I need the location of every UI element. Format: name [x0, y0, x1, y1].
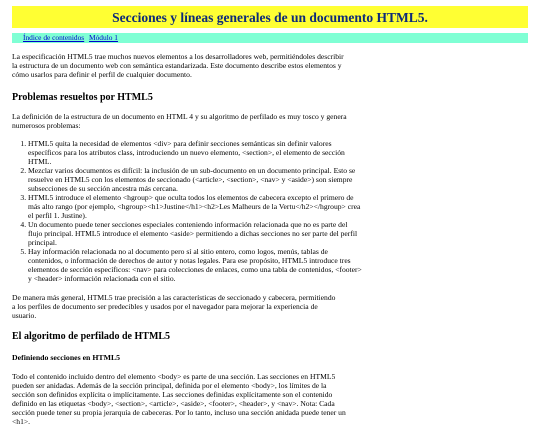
list-item: 3. HTML5 introduce el elemento <hgroup> que oculta todos los elementos de cabecera excepto el primero de más alto rango (por ejemplo, <hgroup><h1>Justine</h1><h2>Les Malheurs de la Vertu</h2></hgroup> crea el perfil 1. Justine). — [28, 193, 362, 220]
nav-link-module-1[interactable]: Módulo 1 — [89, 33, 118, 42]
problems-intro-paragraph: La definición de la estructura de un documento en HTML 4 y su algoritmo de perfilado es muy tosco y genera numerosos problemas: — [12, 112, 347, 130]
title-bar — [12, 6, 528, 28]
algorithm-heading: El algoritmo de perfilado de HTML5 — [12, 331, 171, 342]
intro-paragraph: La especificación HTML5 trae muchos nuevos elementos a los desarrolladores web, permitiéndoles describir la estructura de un documento web con semántica estandarizada. Este documento describe estos elementos y cómo usarlos para definir el perfil de cualquier documento. — [12, 52, 344, 79]
nav-link-index[interactable]: Índice de contenidos — [23, 33, 85, 42]
main-content — [12, 52, 528, 426]
defining-sections-heading: Definiendo secciones en HTML5 — [12, 353, 121, 362]
algorithm-paragraph: Todo el contenido incluido dentro del elemento <body> es parte de una sección. Las secciones en HTML5 pueden ser anidadas. Además de la sección principal, definida por el elemento <body>, los límites de la sección son definidos explícita o implícitamente. Las secciones definidas explícitamente son el contenido definido en las etiquetas <body>, <section>, <article>, <aside>, <footer>, <header>, y <nav>. Nota: Cada sección puede tener su propia jerarquía de cabeceras. Por lo tanto, incluso una sección anidada puede tener un <h1>. — [12, 372, 346, 426]
list-item: 4. Un documento puede tener secciones especiales conteniendo información relacionada que no es parte del flujo principal. HTML5 introduce el elemento <aside> permitiendo a dichas secciones no ser parte del perfil principal. — [28, 220, 362, 247]
problems-heading: Problemas resueltos por HTML5 — [12, 92, 153, 103]
list-item: 2. Mezclar varios documentos es difícil: la inclusión de un sub-documento en un documento principal. Esto se resuelve en HTML5 con los elementos de seccionado (<article>, <section>, <nav> y <aside>) son siempre subsecciones de su sección ancestra más cercana. — [28, 166, 362, 193]
problems-list — [12, 139, 362, 283]
page-title: Secciones y líneas generales de un documento HTML5. — [112, 9, 428, 25]
list-item: 5. Hay información relacionada no al documento pero sí al sitio entero, como logos, menús, tablas de contenidos, o información de derechos de autor y notas legales. Para ese propósito, HTML5 introduce tres elementos de sección específicos: <nav> para colecciones de enlaces, como una tabla de contenidos, <footer> y <header> información relacionada con el sitio. — [28, 247, 362, 283]
closing-paragraph: De manera más general, HTML5 trae precisión a las características de seccionado y cabecera, permitiendo a los perfiles de documento ser predecibles y usados por el navegador para mejorar la experiencia de usuario. — [12, 293, 336, 320]
nav-bar — [12, 33, 528, 43]
list-item: 1. HTML5 quita la necesidad de elementos <div> para definir secciones semánticas sin definir valores específicos para los atributos class, introduciendo un nuevo elemento, <section>, el elemento de sección HTML. — [28, 139, 362, 166]
